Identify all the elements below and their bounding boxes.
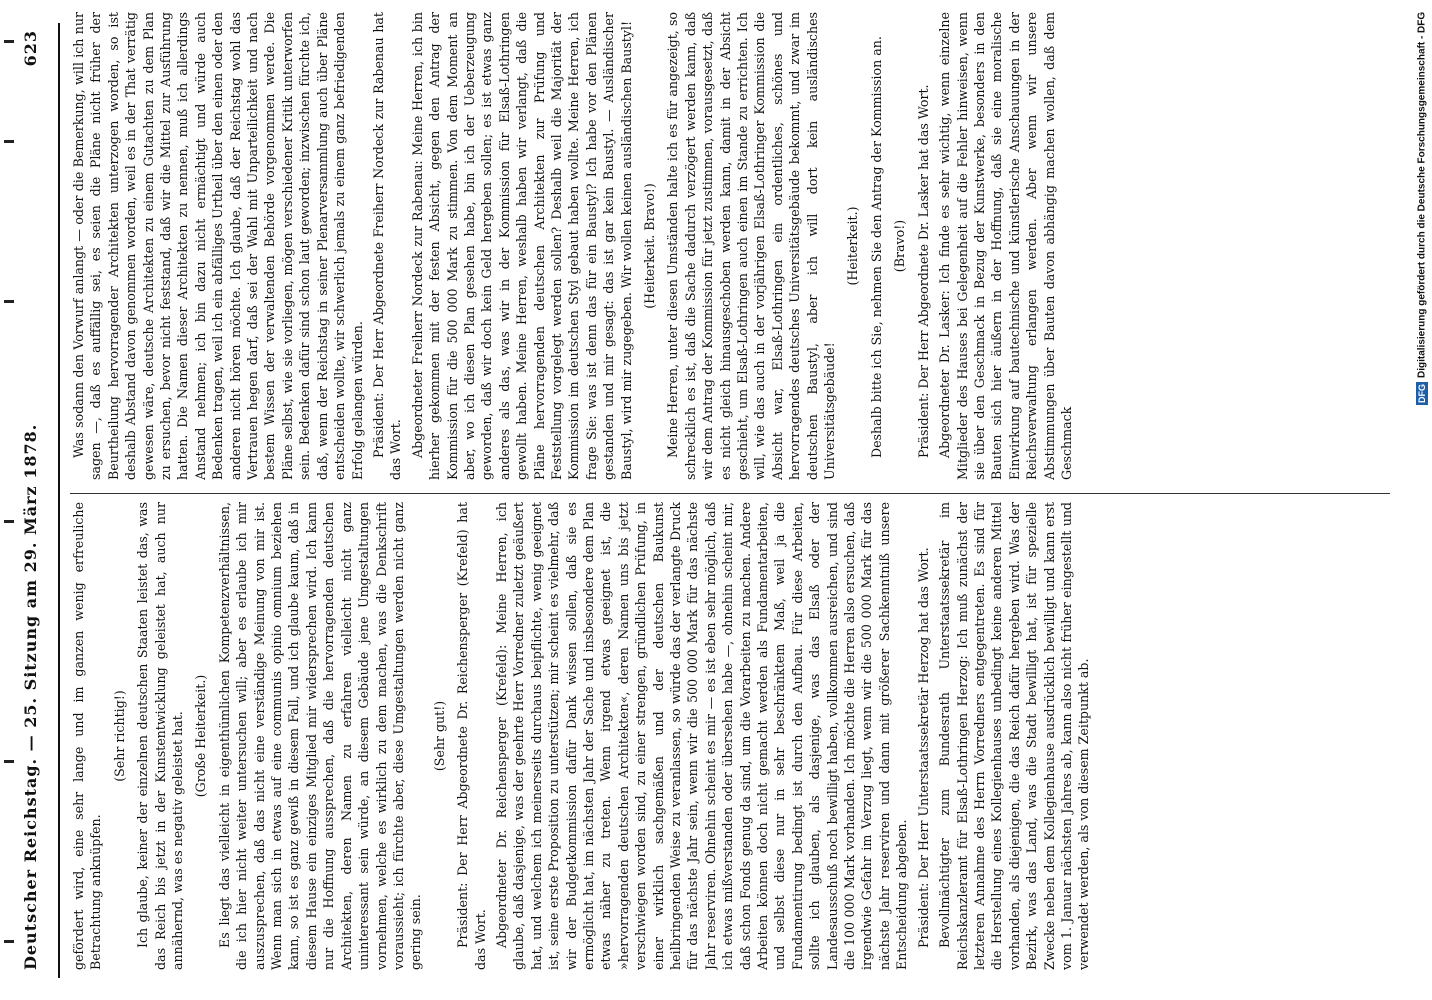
- paragraph: Präsident: Der Herr Abgeordnete Freiherr Nordeck zur Rabenau hat das Wort.: [370, 12, 404, 480]
- left-column: [70, 502, 1390, 970]
- dfg-logo: DFG: [1417, 384, 1427, 404]
- paragraph: Es liegt das vielleicht in eigenthümlichen Kompetenzverhältnissen, die ich hier nicht weiter untersuchen will; aber es erlaube ich mir auszusprechen, daß das nicht eine verständige Meinung von mir ist. Wenn man sich in etwas auf eine communis opinio omnium beziehen kann, so ist es ganz gewiß in diesem Fall, und ich glaube kaum, daß in diesem Hause ein einziges Mitglied mir widersprechen wird. Ich kann nur die Hoffnung aussprechen, daß die hervorragenden deutschen Architekten, deren Namen zu erfahren vielleicht nicht ganz uninteressant sein würde, an diesem Gebäude jene Umgestaltungen vornehmen, welche es wirklich zu dem machen, was die Denkschrift voraussieht; ich fürchte aber, diese Umgestaltungen werden nicht ganz gering sein.: [216, 502, 424, 970]
- paragraph: Präsident: Der Herr Abgeordnete Dr. Reichensperger (Krefeld) hat das Wort.: [455, 502, 488, 970]
- column-divider: [70, 493, 1390, 494]
- interjection: (Bravo!): [892, 219, 908, 273]
- paragraph: Abgeordneter Dr. Reichensperger (Krefeld): Meine Herren, ich glaube, daß dasjenige, was der geehrte Herr Vorredner zuletzt geäußert hat, und welchem ich meinerseits durchaus beipflichte, wenig geeignet ist, seine erste Proposition zu unterstützen; mir scheint es vielmehr, daß wir der Budgetkommission dafür Dank wissen sollen, daß sie es ermöglicht hat, im nächsten Jahr der Sache und insbesondere dem Plan etwas näher zu treten. Wenn irgend etwas geeignet ist, die »hervorragenden deutschen Architekten«, deren Namen uns bis jetzt verschwiegen worden sind, zu einer strengen, gründlichen Prüfung, in einer wirklich sachgemäßen und der deutschen Baukunst heilbringenden Weise zu veranlassen, so würde das der verlangte Druck für das nächste Jahr sein, wenn wir die 500 000 Mark für das nächste Jahr reserviren. Ohnehin scheint es mir — es ist eben sehr möglich, daß ich etwas mißverstanden oder übersehen habe —, ohnehin scheint mir, daß schon Fonds genug da sind, um die Vorarbeiten zu machen. Andere Arbeiten können doch nicht gemacht werden als Fundamentarbeiten, und selbst diese nur in sehr beschränktem Maß, weil ja die Fundamentirung bedingt ist durch den Aufbau. Für diese Arbeiten, sollte ich glauben, als dasjenige, was das Elsaß oder der Landesausschuß noch bewilligt haben, vollkommen ausreichen, und sind die 100 000 Mark vorhanden. Ich möchte die Herren also ersuchen, daß irgendwie Gefahr im Verzug liegt, wenn wir die 500 000 Mark für das nächste Jahr reserviren und dann mit größerer Sachkenntniß unsere Entscheidung abgeben.: [493, 502, 910, 970]
- paragraph: Meine Herren, unter diesen Umständen halte ich es für angezeigt, so schrecklich es ist, daß die Sache dadurch verzögert werden kann, daß wir dem Antrag der Kommission für jetzt zustimmen, vorausgesetzt, daß es nicht gleich hinausgeschoben werden kann, damit in der Absicht geschieht, um Elsaß-Lothringen auch einen im Stande zu errichten. Ich will, wie das auch in der vorjährigen Elsaß-Lothringer Kommission die Absicht war, Elsaß-Lothringen ein ordentliches, schönes und hervorragendes deutsches Universitätsgebäude bekommt, und zwar im deutschen Baustyl, aber ich will dort kein ausländisches Universitätsgebäude!: [665, 12, 838, 480]
- credit-text: Digitalisierung gefördert durch die Deutsche Forschungsgemeinschaft - DFG: [1416, 12, 1428, 379]
- interjection: (Heiterkeit. Bravo!): [642, 183, 657, 309]
- interjection: (Heiterkeit.): [845, 206, 861, 286]
- paragraph: Abgeordneter Freiherr Nordeck zur Rabenau: Meine Herren, ich bin hierher gekommen mit der festen Absicht, gegen den Antrag der Kommission für die 500 000 Mark zu stimmen. Von dem Moment an aber, wo ich diesen Plan gesehen habe, bin ich der Ueberzeugung geworden, daß wir doch kein Geld hergeben sollen; es ist etwas ganz anderes als das, was wir in der Kommission für Elsaß-Lothringen gewollt haben. Meine Herren, weshalb haben wir verlangt, daß die Pläne hervorragenden deutschen Architekten zur Prüfung und Feststellung vorgelegt werden sollen? Deshalb weil die Majorität der Kommission im deutschen Styl gebaut haben wollte. Meine Herren, ich frage Sie: was ist denn das für ein Baustyl? Ich habe vor den Plänen gestanden und mir gesagt: das ist gar kein Baustyl. — Ausländischer Baustyl, wird mir zugegeben. Wir wollen keinen ausländischen Baustyl!: [409, 12, 634, 480]
- funding-credit: [1414, 12, 1430, 988]
- paragraph: Deshalb bitte ich Sie, nehmen Sie den Antrag der Kommission an.: [868, 36, 884, 458]
- interjection: (Sehr richtig!): [111, 690, 127, 782]
- paragraph: Bevollmächtigter zum Bundesrath Unterstaatssekretär im Reichskanzleramt für Elsaß-Lothringen Herzog: Ich muß zunächst der letzteren Annahme des Herrn Vorredners entgegentreten. Es sind für die Herstellung eines Kollegienhauses unbedingt keine anderen Mittel vorhanden, als diejenigen, die das Reich dafür hergeben wird. Was der Bezirk, was das Land, was die Stadt bewilligt hat, ist für spezielle Zwecke neben dem Kollegienhause ausdrücklich bewilligt und kann erst vom 1. Januar nächsten Jahres ab, kann also nicht früher eingestellt und verwendet werden, als von diesem Zeitpunkt ab.: [937, 502, 1092, 970]
- paragraph: Ich glaube, keiner der einzelnen deutschen Staaten leistet das, was das Reich bis jetzt in der Kunstentwicklung geleistet hat, auch nur annähernd, was es negativ geleistet hat.: [135, 502, 186, 970]
- paragraph: gefördert wird, eine sehr lange und im ganzen wenig erfreuliche Betrachtung anknüpfen.: [71, 502, 104, 970]
- paragraph: Was sodann den Vorwurf anlangt — oder die Bemerkung, will ich nur sagen —, daß es auffällig sei, es seien die Pläne nicht früher der Beurtheilung hervorragender Architekten unterzogen worden, so ist deshalb Abstand davon genommen worden, weil es in der That verrätig gewesen wäre, deutsche Architekten zu einem Gutachten zu dem Plan zu ersuchen, bevor nicht feststand, daß wir die Mittel zur Ausführung hatten. Die Namen dieser Architekten zu nennen, muß ich allerdings Anstand nehmen; ich bin dazu nicht ermächtigt und würde auch Bedenken tragen, weil ich ein abfälliges Urtheil über den einen oder den anderen nicht hören möchte. Ich glaube, daß der Reichstag wohl das Vertrauen hegen darf, daß sei der Wahl mit Unparteilichkeit und nach bestem Wissen der verwaltenden Behörde vorgenommen werde. Die Pläne selbst, wie sie vorliegen, mögen verschiedener Kritik unterworfen sein. Bedenken dafür sind schon laut geworden; inzwischen fürchte ich, daß, wenn der Reichstag in seiner Plenarversammlung auch über Pläne entscheiden wollte, wir schwerlich jemals zu einem ganz befriedigenden Erfolg gelangen würden.: [71, 12, 365, 480]
- interjection: (Sehr gut!): [431, 700, 447, 772]
- header-title: Deutscher Reichstag. — 25. Sitzung am 29. März 1878.: [20, 423, 40, 970]
- interjection: (Große Heiterkeit.): [193, 674, 209, 798]
- scan-edge-marks: [0, 0, 18, 1000]
- paragraph: Präsident: Der Herr Abgeordnete Dr. Lasker hat das Wort.: [915, 84, 931, 458]
- paragraph: Präsident: Der Herr Unterstaatssekretär Herzog hat das Wort.: [915, 547, 931, 948]
- header-rule: [58, 23, 60, 978]
- page-number: 623: [20, 30, 40, 67]
- paragraph: Abgeordneter Dr. Lasker: Ich finde es sehr wichtig, wenn einzelne Mitglieder des Hauses bei Gelegenheit auf die Fehler hinweisen, wenn sie über den Geschmack in Bezug der Kunstwerke, besonders in den Bauten sich hier äußern in der Hoffnung, daß sie eine moralische Einwirkung auf bautechnische und künstlerische Anschauungen in der Reichsverwaltung erlangen werden. Aber wenn wir unsere Abstimmungen über Bauten davon abhängig machen wollen, daß dem Geschmack: [937, 12, 1074, 480]
- right-column: [70, 12, 1390, 480]
